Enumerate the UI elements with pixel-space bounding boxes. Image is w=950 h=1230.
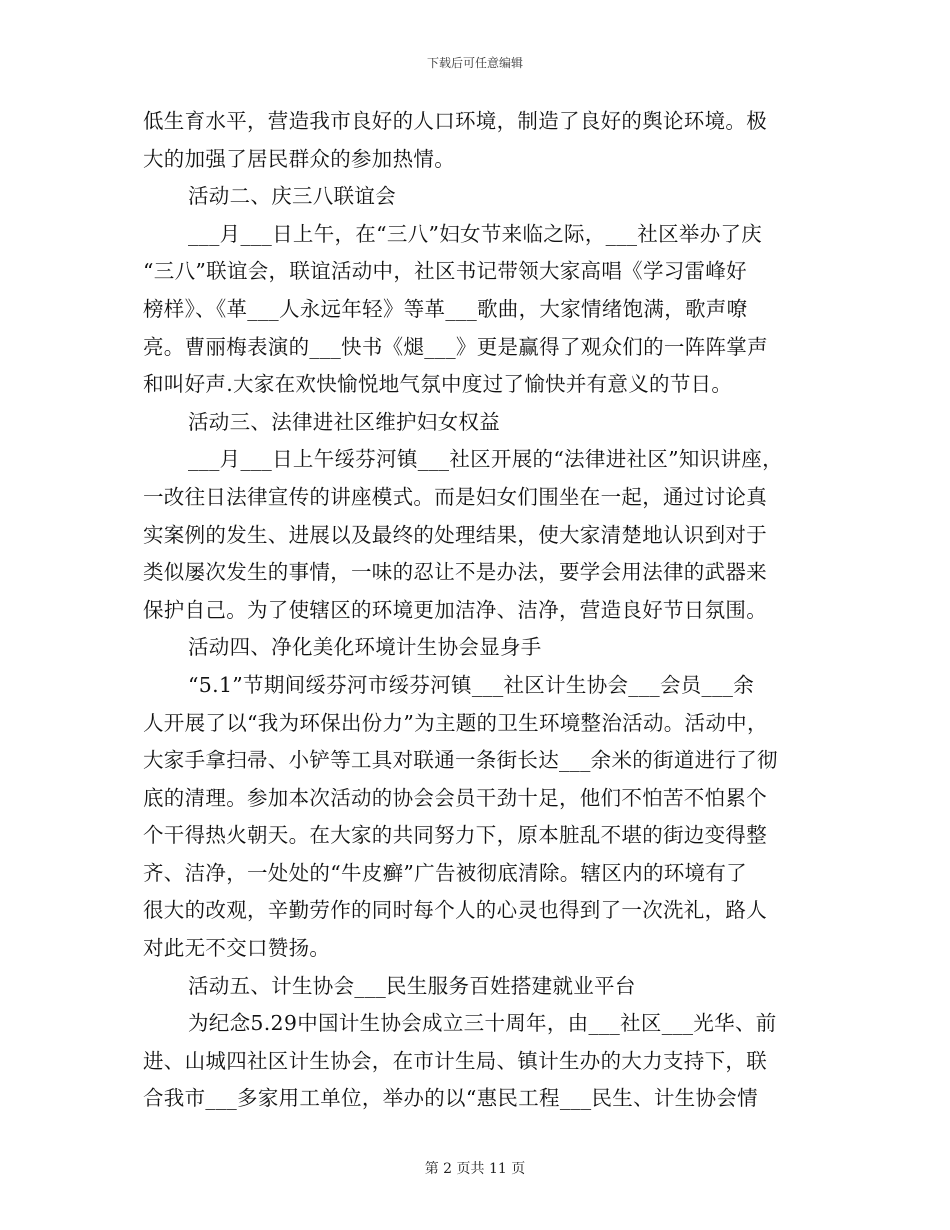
text-line: ___月___日上午绥芬河镇___社区开展的“法律进社区”知识讲座，: [188, 447, 783, 472]
section-heading: 活动三、法律进社区维护妇女权益: [188, 409, 500, 434]
text-line: “5.1”节期间绥芬河市绥芬河镇___社区计生协会___会员___余: [188, 672, 755, 697]
text-line: 亮。曹丽梅表演的___快书《煺___》更是赢得了观众们的一阵阵掌声: [143, 334, 768, 359]
text-line: 为纪念5.29中国计生协会成立三十周年，由___社区___光华、前: [188, 1011, 777, 1036]
document-body: [143, 103, 821, 1118]
text-line: 人开展了以“我为环保出份力”为主题的卫生环境整治活动。活动中，: [143, 710, 768, 735]
section-heading: 活动四、净化美化环境计生协会显身手: [188, 635, 542, 660]
text-line: 很大的改观，辛勤劳作的同时每个人的心灵也得到了一次洗礼，路人: [143, 898, 767, 923]
text-line: 低生育水平，营造我市良好的人口环境，制造了良好的舆论环境。极: [143, 109, 767, 133]
section-heading: 活动二、庆三八联谊会: [188, 184, 396, 209]
text-line: 合我市___多家用工单位，举办的以“惠民工程___民生、计生协会情: [143, 1086, 758, 1111]
text-line: 齐、洁净，一处处的“牛皮癣”广告被彻底清除。辖区内的环境有了: [143, 860, 747, 885]
text-line: 保护自己。为了使辖区的环境更加洁净、洁净，营造良好节日氛围。: [143, 597, 767, 622]
text-line: 大的加强了居民群众的参加热情。: [143, 146, 455, 171]
text-line: 实案例的发生、进展以及最终的处理结果，使大家清楚地认识到对于: [143, 522, 767, 547]
text-line: 和叫好声.大家在欢快愉悦地气氛中度过了愉快并有意义的节日。: [143, 372, 733, 397]
text-line: 类似屡次发生的事情，一味的忍让不是办法，要学会用法律的武器来: [143, 560, 767, 585]
page-header: 下载后可任意编辑: [426, 56, 523, 70]
page-footer: 第 2 页共 11 页: [424, 1161, 526, 1177]
section-heading: 活动五、计生协会___民生服务百姓搭建就业平台: [188, 973, 636, 998]
text-line: 一改往日法律宣传的讲座模式。而是妇女们围坐在一起，通过讨论真: [143, 484, 767, 509]
text-line: 大家手拿扫帚、小铲等工具对联通一条街长达___余米的街道进行了彻: [143, 748, 778, 773]
text-line: ___月___日上午，在“三八”妇女节来临之际，___社区举办了庆: [188, 221, 763, 246]
text-line: 个干得热火朝天。在大家的共同努力下，原本脏乱不堪的街边变得整: [143, 823, 767, 848]
text-line: 对此无不交口赞扬。: [143, 936, 331, 961]
text-line: 进、山城四社区计生协会，在市计生局、镇计生办的大力支持下，联: [143, 1048, 767, 1073]
text-line: 榜样》、《革___人永远年轻》等革___歌曲，大家情绪饱满，歌声嘹: [143, 296, 748, 321]
text-line: 底的清理。参加本次活动的协会会员干劲十足，他们不怕苦不怕累个: [143, 785, 767, 810]
text-line: “三八”联谊会，联谊活动中，社区书记带领大家高唱《学习雷峰好: [143, 259, 747, 284]
